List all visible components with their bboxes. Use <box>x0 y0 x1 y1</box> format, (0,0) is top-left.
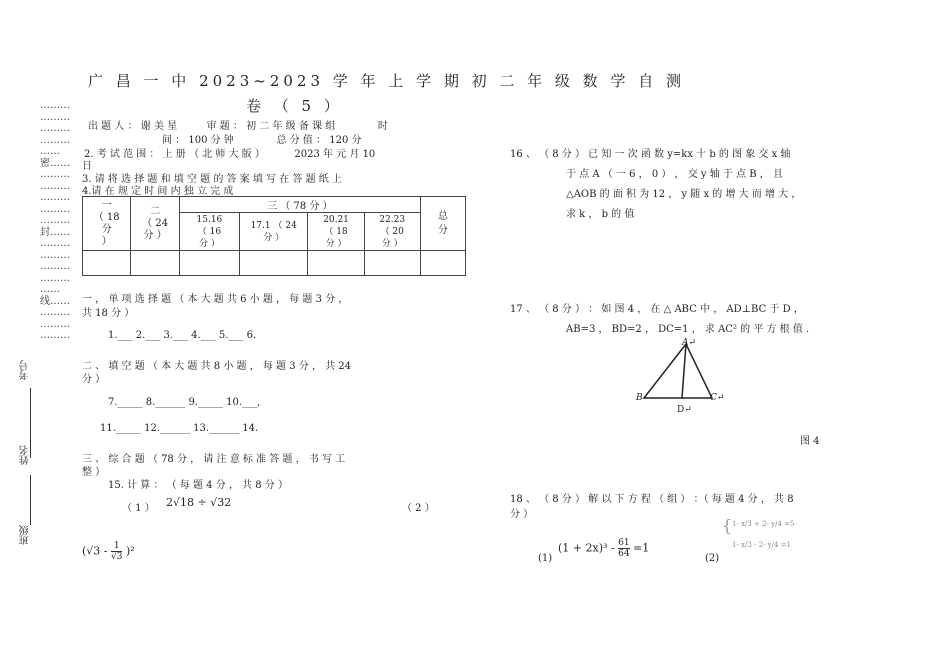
kaohao-field[interactable] <box>18 360 33 380</box>
score-col-3b: 17.1 （ 24 分 ） <box>239 213 307 251</box>
score-col-3d: 22.23 （ 20 分 ） <box>364 213 420 251</box>
info-line1: 出 题 人 ： 谢 美 星 审 题 ： 初 二 年 级 备 课 组 时 <box>88 121 388 132</box>
info-line5: 4.请 在 规 定 时 间 内 独 立 完 成 <box>82 186 234 197</box>
triangle-abc <box>644 344 712 398</box>
info-line3: 2. 考 试 范 围 ： 上 册 （ 北 师 大 版 ） 2023 年 元 月 10 <box>84 149 376 160</box>
xingming-label: 姓名 <box>20 445 31 465</box>
doc-title-line1: 广 昌 一 中 2023~2023 学 年 上 学 期 初 二 年 级 数 学 自 测 <box>88 72 685 90</box>
score-cell-3a[interactable] <box>179 251 239 276</box>
score-cell-1[interactable] <box>83 251 131 276</box>
score-cell-3b[interactable] <box>239 251 307 276</box>
q18-part1-label: (1) <box>538 553 553 564</box>
q17-line1: 17 、 （ 8 分 ） ： 如 图 4 ， 在 △ ABC 中 ， AD⊥BC 于 D ， <box>510 304 804 315</box>
q15-part2-denominator: √3 <box>111 552 123 562</box>
score-table <box>82 196 466 276</box>
q18-eq1-denominator: 64 <box>618 549 630 559</box>
q18-system-eq2: 1- x/3 - 2- y/4 =1 <box>732 541 791 549</box>
q18-line1: 18 、 （ 8 分 ） 解 以 下 方 程 （ 组 ） ：（ 每 题 4 分 ， 共 8 <box>510 494 794 505</box>
q18-eq1-numerator: 61 <box>618 538 630 548</box>
q17-line2: AB=3 ， BD=2 ， DC=1 ， 求 AC² 的 平 方 根 值 . <box>566 324 810 335</box>
q15-part2-expr-a: (√3 - <box>82 544 108 558</box>
q18-eq1-b: =1 <box>633 541 650 555</box>
section2-answer-blanks-2[interactable]: 11._____ 12.______ 13.______ 14. <box>100 423 259 434</box>
point-d-label: D↵ <box>677 405 692 415</box>
seal-line-dots: ……… ……… ……… ……… …… 密…… ……… ……… ……… ……… ……… 封…… ……… ……… ……… ……… …… 线…… ……… ……… ……… <box>40 100 70 341</box>
vertex-c-label: C↵ <box>710 393 725 403</box>
info-line2: 间 ： 100 分 钟 总 分 值 ： 120 分 <box>162 135 362 146</box>
q15-part2-expression <box>82 541 135 562</box>
section1-answer-blanks[interactable]: 1.___ 2.___ 3.___ 4.___ 5.___ 6. <box>108 330 257 341</box>
section3-heading2: 整 ） <box>82 467 106 478</box>
score-col-3a: 15.16 （ 16 分 ） <box>179 213 239 251</box>
section2-heading2: 分 ） <box>82 374 106 385</box>
q15-part2-label: （ 2 ） <box>402 503 435 514</box>
q18-line2: 分 ） <box>510 509 534 520</box>
section1-heading: 一 ， 单 项 选 择 题 （ 本 大 题 共 6 小 题 ， 每 题 3 分 ， <box>82 294 349 305</box>
vertex-a-label: A↵ <box>682 338 697 348</box>
info-line4: 3. 请 将 选 择 题 和 填 空 题 的 答 案 填 写 在 答 题 纸 上 <box>82 174 342 185</box>
q15-part2-fraction <box>111 541 122 562</box>
score-col-3c: 20.21 （ 18 分 ） <box>308 213 364 251</box>
altitude-ad <box>682 344 686 398</box>
q18-eq1-a: (1 + 2x)³ - <box>558 541 615 555</box>
score-cell-total[interactable] <box>420 251 465 276</box>
score-cell-3d[interactable] <box>364 251 420 276</box>
score-col-total: 总 分 <box>420 197 465 251</box>
q18-equation1 <box>558 538 649 559</box>
section1-heading2: 共 18 分 ） <box>82 308 135 319</box>
q15-part2-numerator: 1 <box>113 541 120 551</box>
q15-part1-expression: 2√18 ÷ √32 <box>166 496 232 509</box>
doc-title-line2: 卷 （ 5 ） <box>246 97 343 115</box>
section2-heading: 二 、 填 空 题 （ 本 大 题 共 8 小 题 ， 每 题 3 分 ， 共 24 <box>82 361 352 372</box>
section3-heading: 三 、 综 合 题 （ 78 分 ， 请 注 意 标 准 答 题 ， 书 写 工 <box>82 454 346 465</box>
info-line3b: 日 <box>82 161 92 172</box>
xingming-field[interactable] <box>18 445 33 465</box>
system-brace: { <box>722 516 733 535</box>
score-col-3-header: 三 （ 78 分 ） <box>179 197 420 213</box>
q15-part2-expr-b: )² <box>125 544 135 558</box>
score-col-2: 二 （ 24 分 ） <box>131 197 179 251</box>
q16-line2: 于 点 A （ 一 6 ， 0 ） ， 交 y 轴 于 点 B ， 且 <box>566 169 783 180</box>
banji-field[interactable] <box>18 525 33 545</box>
score-cell-2[interactable] <box>131 251 179 276</box>
q16-line3: △AOB 的 面 积 为 12 ， y 随 x 的 增 大 而 增 大 ， <box>566 189 802 200</box>
vertex-b-label: B <box>636 393 643 403</box>
xingming-line <box>30 475 31 525</box>
q15-heading: 15. 计 算 ： （ 每 题 4 分 ， 共 8 分 ） <box>108 480 288 491</box>
score-col-1: 一 （ 18 分 ） <box>83 197 131 251</box>
figure4-caption: 图 4 <box>800 436 820 447</box>
q18-part2-label: (2) <box>705 553 720 564</box>
score-cell-3c[interactable] <box>308 251 364 276</box>
q16-line4: 求 k ， b 的 值 <box>566 209 635 220</box>
q15-part1-label: （ 1 ） <box>122 503 155 514</box>
banji-label: 班级 <box>20 525 31 545</box>
q16-line1: 16 、 （ 8 分 ） 已 知 一 次 函 数 y=kx 十 b 的 图 象 交 x 轴 <box>510 149 791 160</box>
q18-eq1-fraction <box>618 538 629 559</box>
kaohao-label: 考号 <box>20 360 31 380</box>
q18-system-eq1: 1- x/3 + 2- y/4 =5 <box>732 520 795 528</box>
section2-answer-blanks-1[interactable]: 7._____ 8.______ 9._____ 10.___, <box>108 397 261 408</box>
